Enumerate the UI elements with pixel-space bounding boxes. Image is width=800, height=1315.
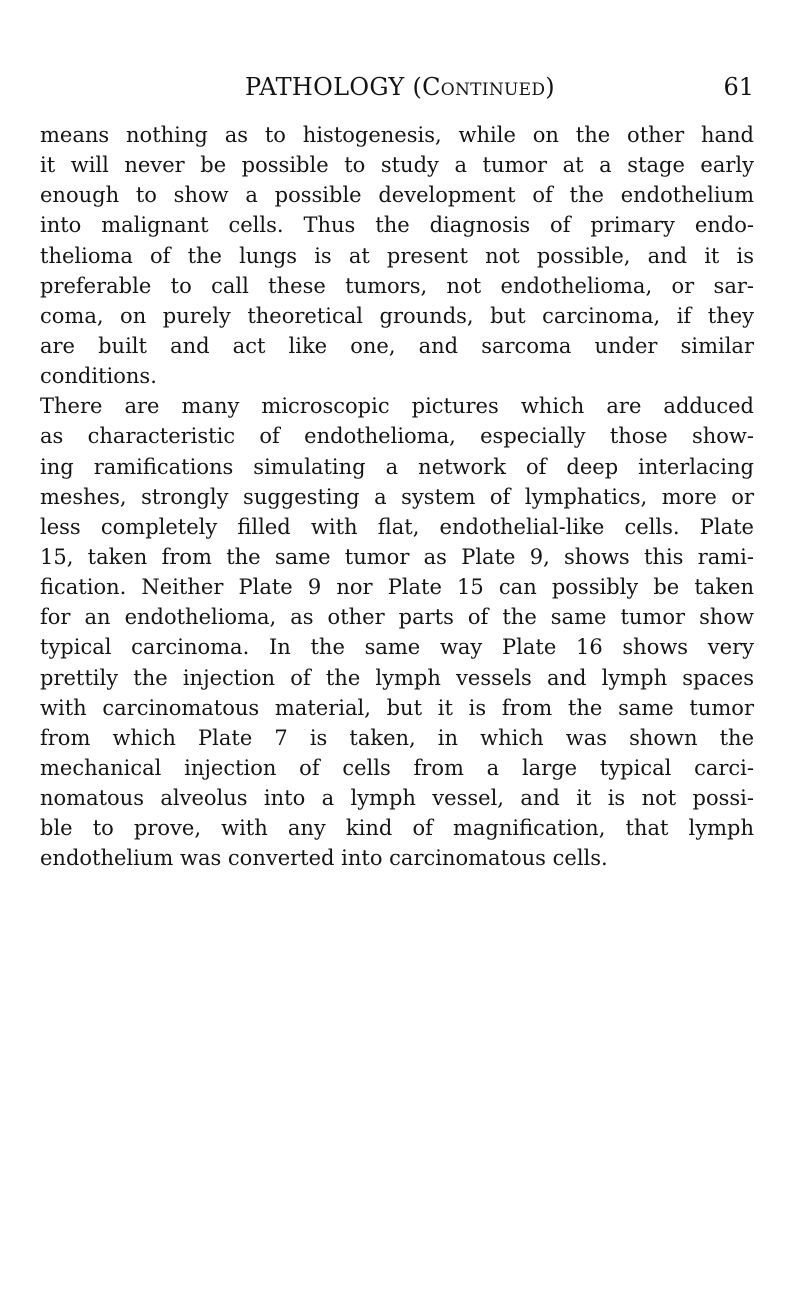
running-title-continued: Continued — [422, 73, 546, 101]
running-title — [40, 70, 760, 104]
text-line: into malignant cells. Thus the diagnosis of primary endo- — [40, 213, 754, 238]
text-line: means nothing as to histogenesis, while on the other hand — [40, 123, 754, 147]
text-line: prettily the injection of the lymph vessels and lymph spaces — [40, 665, 754, 690]
text-line: as characteristic of endothelioma, especially those show- — [40, 424, 754, 449]
text-line: There are many microscopic pictures which are adduced — [40, 394, 754, 419]
text-line: less completely filled with flat, endothelial-like cells. Plate — [40, 514, 754, 539]
text-line: are built and act like one, and sarcoma under similar — [40, 333, 754, 358]
text-line: conditions. — [40, 364, 157, 389]
text-line: thelioma of the lungs is at present not possible, and it is — [40, 243, 754, 268]
text-line: 15, taken from the same tumor as Plate 9, shows this rami- — [40, 544, 754, 569]
text-line: fication. Neither Plate 9 nor Plate 15 can possibly be taken — [40, 575, 754, 600]
body-text — [40, 120, 754, 874]
text-line: typical carcinoma. In the same way Plate 16 shows very — [40, 635, 754, 660]
text-line: from which Plate 7 is taken, in which was shown the — [40, 725, 754, 750]
text-line: nomatous alveolus into a lymph vessel, and it is not possi- — [40, 786, 754, 811]
page-number: 61 — [723, 73, 754, 101]
text-line: preferable to call these tumors, not endothelioma, or sar- — [40, 273, 754, 298]
text-line: ble to prove, with any kind of magnification, that lymph — [40, 816, 754, 841]
text-line: coma, on purely theoretical grounds, but carcinoma, if they — [40, 303, 754, 328]
text-line: it will never be possible to study a tumor at a stage early — [40, 153, 754, 178]
text-line: endothelium was converted into carcinomatous cells. — [40, 846, 608, 871]
text-line: ing ramifications simulating a network of deep interlacing — [40, 454, 754, 479]
text-line: mechanical injection of cells from a large typical carci- — [40, 755, 754, 780]
running-head — [40, 70, 760, 104]
text-line: for an endothelioma, as other parts of the same tumor show — [40, 605, 754, 630]
running-title-close: ) — [545, 73, 555, 101]
text-line: meshes, strongly suggesting a system of lymphatics, more or — [40, 484, 754, 509]
text-line: with carcinomatous material, but it is from the same tumor — [40, 695, 754, 720]
running-title-main: PATHOLOGY ( — [245, 73, 423, 101]
text-line: enough to show a possible development of the endothelium — [40, 183, 754, 208]
